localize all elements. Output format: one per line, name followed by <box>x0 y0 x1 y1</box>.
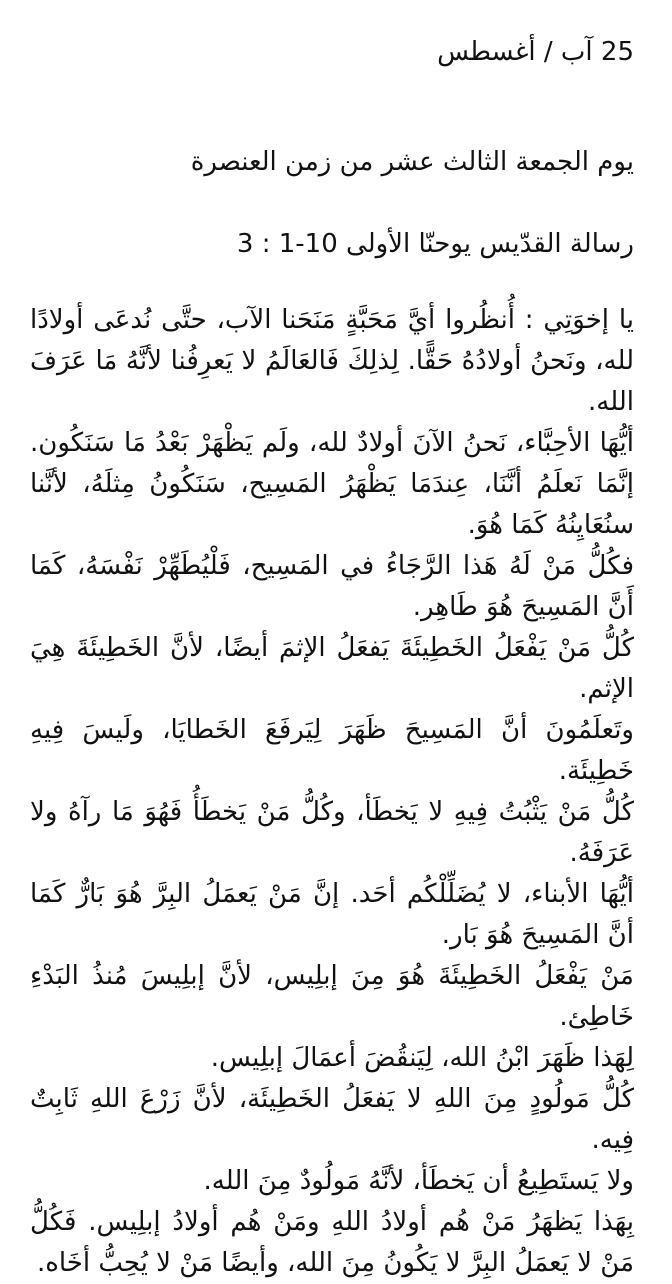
verse-paragraph: وتَعلَمُونَ أنَّ المَسِيحَ ظَهَرَ لِيَرفَعَ الخَطايَا، ولَيسَ فِيهِ خَطِيئَة. <box>30 715 634 786</box>
verse-paragraph: بِهَذا يَظهَرُ مَنْ هُم أولادُ اللهِ ومَنْ هُم أولادُ إبلِيس. فَكُلُّ مَنْ لا يَعمَلُ البِرَّ لا يَكُونُ مِنَ الله، وأيضًا مَنْ لا يُحِبُّ أخَاه. <box>30 1207 634 1278</box>
verse-paragraph: كُلُّ مَنْ يَثْبُتُ فِيهِ لا يَخطَأ، وكُلُّ مَنْ يَخطَأُ فَهُوَ مَا رآهُ ولا عَرَفَهُ. <box>30 797 634 868</box>
liturgical-day-heading: يوم الجمعة الثالث عشر من زمن العنصرة <box>190 147 634 177</box>
scripture-text <box>30 300 634 1284</box>
date-label: 25 آب / أغسطس <box>437 37 634 67</box>
verse-paragraph: أيُّهَا الأحِبَّاء، نَحنُ الآنَ أولادٌ لله، ولَم يَظْهَرْ بَعْدُ مَا سَنَكُون. إنَّمَا نَعلَمُ أنَّنَا، عِندَمَا يَظْهَرُ المَسِيح، سَنَكُونُ مِثلَهُ، لأنَّنا سنُعَايِنُهُ كَمَا هُوَ. <box>30 428 634 540</box>
scripture-reference: رسالة القدّيس يوحنّا الأولى 10-1 : 3 <box>236 229 634 259</box>
verse-paragraph: أيُّهَا الأبناء، لا يُضَلِّلْكُم أحَد. إنَّ مَنْ يَعمَلُ البِرَّ هُوَ بَارٌّ كَمَا أنَّ المَسِيحَ هُوَ بَار. <box>30 879 634 950</box>
verse-paragraph: يا إخوَتِي : أُنظُروا أيَّ مَحَبَّةٍ مَنَحَنا الآب، حتَّى نُدعَى أولادًا لله، ونَحنُ أولادُهُ حَقًّا. لِذلِكَ فَالعَالَمُ لا يَعرِفُنا لأنَّهُ مَا عَرَفَ الله. <box>30 305 634 417</box>
verse-paragraph: فكُلُّ مَنْ لَهُ هَذا الرَّجَاءُ في المَسِيح، فَلْيُطَهِّرْ نَفْسَهُ، كَمَا أَنَّ المَسِيحَ هُوَ طَاهِر. <box>30 551 634 622</box>
verse-paragraph: مَنْ يَفْعَلُ الخَطِيئَةَ هُوَ مِنَ إبلِيس، لأنَّ إبلِيسَ مُنذُ البَدْءِ خَاطِئ. <box>30 961 634 1032</box>
verse-paragraph: كُلُّ مَولُودٍ مِنَ اللهِ لا يَفعَلُ الخَطِيئَة، لأنَّ زَرْعَ اللهِ ثَابِتٌ فِيه. <box>30 1084 634 1155</box>
verse-paragraph: كُلُّ مَنْ يَفْعَلُ الخَطِيئَةَ يَفعَلُ الإثمَ أيضًا، لأنَّ الخَطِيئَةَ هِيَ الإثم. <box>30 633 634 704</box>
verse-paragraph: لِهَذا ظَهَرَ ابْنُ الله، لِيَنقُضَ أعمَالَ إبلِيس. <box>210 1043 634 1073</box>
verse-paragraph: ولا يَستَطِيعُ أن يَخطَأ، لأنَّهُ مَولُودٌ مِنَ الله. <box>203 1166 634 1196</box>
